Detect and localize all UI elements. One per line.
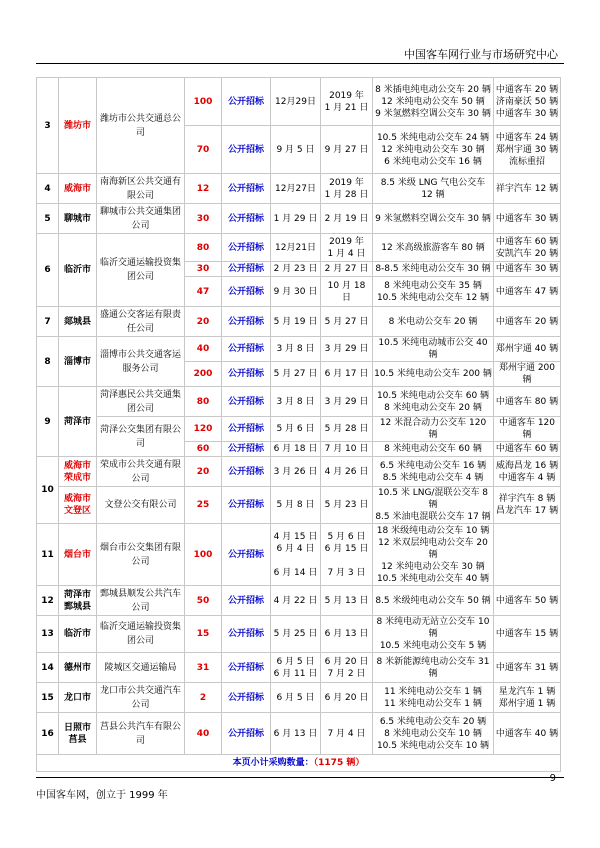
seq-number: 16	[37, 713, 59, 755]
winning-bidders: 中通客车 47 辆	[494, 277, 561, 307]
winning-bidders: 中通客车 15 辆	[494, 616, 561, 653]
award-date: 10 月 18 日	[321, 277, 373, 307]
vehicle-models: 10.5 米纯电动城市公交 40 辆	[373, 337, 494, 362]
announce-date: 3 月 8 日	[271, 387, 321, 417]
procurement-table	[36, 77, 561, 772]
vehicle-models: 6.5 米纯电动公交车 16 辆 8.5 米纯电动公交车 4 辆	[373, 457, 494, 487]
seq-number: 14	[37, 653, 59, 683]
seq-number: 8	[37, 337, 59, 387]
quantity: 80	[185, 387, 222, 417]
announce-date: 12月29日	[271, 78, 321, 126]
procurement-method: 公开招标	[222, 262, 271, 277]
procurement-method: 公开招标	[222, 586, 271, 616]
winning-bidders: 中通客车 30 辆	[494, 204, 561, 234]
announce-date: 3 月 8 日	[271, 337, 321, 362]
procurement-method: 公开招标	[222, 337, 271, 362]
announce-date: 4 月 15 日 6 月 4 日 6 月 14 日	[271, 524, 321, 586]
winning-bidders: 中通客车 50 辆	[494, 586, 561, 616]
award-date: 5 月 27 日	[321, 307, 373, 337]
quantity: 47	[185, 277, 222, 307]
announce-date: 5 月 25 日	[271, 616, 321, 653]
header-title: 中国客车网行业与市场研究中心	[404, 48, 558, 61]
procurement-method: 公开招标	[222, 442, 271, 457]
vehicle-models: 8 米新能源纯电动公交车 31 辆	[373, 653, 494, 683]
city-name: 威海市 文登区	[59, 487, 97, 524]
quantity: 2	[185, 683, 222, 713]
city-name: 日照市 莒县	[59, 713, 97, 755]
announce-date: 12月27日	[271, 174, 321, 204]
award-date: 2 月 19 日	[321, 204, 373, 234]
announce-date: 4 月 22 日	[271, 586, 321, 616]
vehicle-models: 12 米混合动力公交车 120 辆	[373, 417, 494, 442]
seq-number: 6	[37, 234, 59, 307]
buyer-name: 临沂交通运输投资集团公司	[97, 616, 185, 653]
table-row	[37, 683, 561, 713]
procurement-method: 公开招标	[222, 487, 271, 524]
seq-number: 10	[37, 457, 59, 524]
winning-bidders: 中通客车 24 辆 郑州宇通 30 辆 流标重招	[494, 126, 561, 174]
quantity: 50	[185, 586, 222, 616]
award-date: 7 月 10 日	[321, 442, 373, 457]
procurement-method: 公开招标	[222, 457, 271, 487]
winning-bidders: 威海昌龙 16 辆 中通客车 4 辆	[494, 457, 561, 487]
announce-date: 6 月 18 日	[271, 442, 321, 457]
quantity: 60	[185, 442, 222, 457]
quantity: 15	[185, 616, 222, 653]
vehicle-models: 8-8.5 米纯电动公交车 30 辆	[373, 262, 494, 277]
procurement-method: 公开招标	[222, 174, 271, 204]
buyer-name: 淄博市公共交通客运服务公司	[97, 337, 185, 387]
award-date: 6 月 20 日 7 月 2 日	[321, 653, 373, 683]
winning-bidders: 祥宇汽车 8 辆 昌龙汽车 17 辆	[494, 487, 561, 524]
award-date: 5 月 28 日	[321, 417, 373, 442]
vehicle-models: 10.5 米纯电动公交车 60 辆 8 米纯电动公交车 20 辆	[373, 387, 494, 417]
buyer-name: 南海新区公共交通有限公司	[97, 174, 185, 204]
announce-date: 5 月 6 日	[271, 417, 321, 442]
announce-date: 2 月 23 日	[271, 262, 321, 277]
vehicle-models: 9 米氢燃料空调公交车 30 辆	[373, 204, 494, 234]
procurement-method: 公开招标	[222, 234, 271, 262]
footer-text: 中国客车网，创立于 1999 年	[36, 790, 168, 801]
vehicle-models: 6.5 米纯电动公交车 20 辆 8 米纯电动公交车 10 辆 10.5 米纯电动公交车 10 辆	[373, 713, 494, 755]
quantity: 30	[185, 204, 222, 234]
announce-date: 6 月 5 日	[271, 683, 321, 713]
winning-bidders: 中通客车 120 辆	[494, 417, 561, 442]
quantity: 100	[185, 524, 222, 586]
city-name: 龙口市	[59, 683, 97, 713]
city-name: 烟台市	[59, 524, 97, 586]
city-name: 德州市	[59, 653, 97, 683]
buyer-name: 盛通公交客运有限责任公司	[97, 307, 185, 337]
quantity: 100	[185, 78, 222, 126]
table-row	[37, 487, 561, 524]
city-name: 淄博市	[59, 337, 97, 387]
award-date: 4 月 26 日	[321, 457, 373, 487]
footer-rule	[36, 777, 564, 778]
seq-number: 4	[37, 174, 59, 204]
procurement-method: 公开招标	[222, 653, 271, 683]
table-row	[37, 417, 561, 442]
total-row	[37, 755, 561, 772]
buyer-name: 烟台市公交集团有限公司	[97, 524, 185, 586]
table-row	[37, 204, 561, 234]
seq-number: 12	[37, 586, 59, 616]
table-row	[37, 586, 561, 616]
procurement-method: 公开招标	[222, 683, 271, 713]
table-row	[37, 387, 561, 417]
buyer-name: 菏泽公交集团有限公司	[97, 417, 185, 457]
buyer-name: 临沂交通运输投资集团公司	[97, 234, 185, 307]
header-rule	[36, 63, 564, 64]
vehicle-models: 10.5 米 LNG/混联公交车 8 辆 8.5 米油电混联公交车 17 辆	[373, 487, 494, 524]
winning-bidders: 郑州宇通 40 辆	[494, 337, 561, 362]
seq-number: 13	[37, 616, 59, 653]
winning-bidders: 星龙汽车 1 辆 郑州宇通 1 辆	[494, 683, 561, 713]
announce-date: 1 月 29 日	[271, 204, 321, 234]
vehicle-models: 8 米纯电动无站立公交车 10 辆 10.5 米纯电动公交车 5 辆	[373, 616, 494, 653]
quantity: 40	[185, 337, 222, 362]
subtotal-label: 本页小计采购数量：	[232, 758, 314, 768]
vehicle-models: 10.5 米纯电动公交车 24 辆 12 米纯电动公交车 30 辆 6 米纯电动公交车 16 辆	[373, 126, 494, 174]
quantity: 20	[185, 457, 222, 487]
procurement-method: 公开招标	[222, 277, 271, 307]
seq-number: 11	[37, 524, 59, 586]
seq-number: 15	[37, 683, 59, 713]
quantity: 20	[185, 307, 222, 337]
buyer-name: 莒县公共汽车有限公司	[97, 713, 185, 755]
procurement-method: 公开招标	[222, 524, 271, 586]
winning-bidders: 中通客车 31 辆	[494, 653, 561, 683]
procurement-method: 公开招标	[222, 204, 271, 234]
table-row	[37, 174, 561, 204]
procurement-method: 公开招标	[222, 387, 271, 417]
quantity: 40	[185, 713, 222, 755]
city-name: 临沂市	[59, 234, 97, 307]
procurement-method: 公开招标	[222, 307, 271, 337]
winning-bidders: 郑州宇通 200 辆	[494, 362, 561, 387]
page-number: 9	[549, 773, 556, 784]
table-row	[37, 78, 561, 126]
announce-date: 5 月 27 日	[271, 362, 321, 387]
quantity: 25	[185, 487, 222, 524]
winning-bidders: 中通客车 40 辆	[494, 713, 561, 755]
seq-number: 5	[37, 204, 59, 234]
city-name: 聊城市	[59, 204, 97, 234]
buyer-name: 鄄城县顺发公共汽车公司	[97, 586, 185, 616]
table-row	[37, 234, 561, 262]
award-date: 7 月 4 日	[321, 713, 373, 755]
announce-date: 6 月 5 日 6 月 11 日	[271, 653, 321, 683]
vehicle-models: 12 米高级旅游客车 80 辆	[373, 234, 494, 262]
vehicle-models: 8 米插电纯电动公交车 20 辆 12 米纯电动公交车 50 辆 9 米氢燃料空调公交车 30 辆	[373, 78, 494, 126]
procurement-method: 公开招标	[222, 126, 271, 174]
vehicle-models: 8 米电动公交车 20 辆	[373, 307, 494, 337]
winning-bidders: 中通客车 80 辆	[494, 387, 561, 417]
winning-bidders: 中通客车 60 辆	[494, 442, 561, 457]
buyer-name: 龙口市公共交通汽车公司	[97, 683, 185, 713]
city-name: 威海市	[59, 174, 97, 204]
city-name: 郯城县	[59, 307, 97, 337]
award-date: 6 月 13 日	[321, 616, 373, 653]
winning-bidders: 祥宇汽车 12 辆	[494, 174, 561, 204]
city-name: 威海市 荣成市	[59, 457, 97, 487]
table-row	[37, 713, 561, 755]
award-date: 2019 年 1 月 21 日	[321, 78, 373, 126]
award-date: 6 月 20 日	[321, 683, 373, 713]
city-name: 菏泽市	[59, 387, 97, 457]
seq-number: 7	[37, 307, 59, 337]
award-date: 9 月 27 日	[321, 126, 373, 174]
table-row	[37, 457, 561, 487]
procurement-method: 公开招标	[222, 713, 271, 755]
city-name: 临沂市	[59, 616, 97, 653]
winning-bidders: 中通客车 20 辆 济南豪沃 50 辆 中通客车 30 辆	[494, 78, 561, 126]
table-row	[37, 337, 561, 362]
award-date: 5 月 13 日	[321, 586, 373, 616]
announce-date: 5 月 8 日	[271, 487, 321, 524]
table-row	[37, 653, 561, 683]
city-name: 菏泽市 鄄城县	[59, 586, 97, 616]
quantity: 70	[185, 126, 222, 174]
procurement-method: 公开招标	[222, 78, 271, 126]
winning-bidders: 中通客车 60 辆 安凯汽车 20 辆	[494, 234, 561, 262]
award-date: 5 月 23 日	[321, 487, 373, 524]
award-date: 6 月 17 日	[321, 362, 373, 387]
buyer-name: 菏泽惠民公共交通集团公司	[97, 387, 185, 417]
seq-number: 9	[37, 387, 59, 457]
award-date: 2019 年 1 月 4 日	[321, 234, 373, 262]
announce-date: 6 月 13 日	[271, 713, 321, 755]
winning-bidders: 中通客车 30 辆	[494, 262, 561, 277]
announce-date: 3 月 26 日	[271, 457, 321, 487]
seq-number: 3	[37, 78, 59, 174]
city-name: 潍坊市	[59, 78, 97, 174]
vehicle-models: 18 米级纯电动公交车 10 辆 12 米双层纯电动公交车 20 辆 12 米纯电动公交车 30 辆 10.5 米纯电动公交车 40 辆	[373, 524, 494, 586]
procurement-method: 公开招标	[222, 417, 271, 442]
vehicle-models: 8 米纯电动公交车 35 辆 10.5 米纯电动公交车 12 辆	[373, 277, 494, 307]
buyer-name: 陵城区交通运输局	[97, 653, 185, 683]
quantity: 200	[185, 362, 222, 387]
announce-date: 5 月 19 日	[271, 307, 321, 337]
buyer-name: 文登公交有限公司	[97, 487, 185, 524]
winning-bidders	[494, 524, 561, 586]
award-date: 3 月 29 日	[321, 337, 373, 362]
quantity: 80	[185, 234, 222, 262]
quantity: 31	[185, 653, 222, 683]
vehicle-models: 8 米纯电动公交车 60 辆	[373, 442, 494, 457]
award-date: 2 月 27 日	[321, 262, 373, 277]
buyer-name: 聊城市公共交通集团公司	[97, 204, 185, 234]
table-row	[37, 307, 561, 337]
vehicle-models: 8.5 米级 LNG 气电公交车 12 辆	[373, 174, 494, 204]
vehicle-models: 11 米纯电动公交车 1 辆 11 米纯电动公交车 1 辆	[373, 683, 494, 713]
vehicle-models: 10.5 米纯电动公交车 200 辆	[373, 362, 494, 387]
procurement-method: 公开招标	[222, 616, 271, 653]
award-date: 2019 年 1 月 28 日	[321, 174, 373, 204]
buyer-name: 荣成市公共交通有限公司	[97, 457, 185, 487]
quantity: 120	[185, 417, 222, 442]
quantity: 12	[185, 174, 222, 204]
buyer-name: 潍坊市公共交通总公司	[97, 78, 185, 174]
award-date: 5 月 6 日 6 月 15 日 7 月 3 日	[321, 524, 373, 586]
announce-date: 12月21日	[271, 234, 321, 262]
procurement-method: 公开招标	[222, 362, 271, 387]
table-row	[37, 616, 561, 653]
announce-date: 9 月 5 日	[271, 126, 321, 174]
page-subtotal	[37, 755, 561, 772]
winning-bidders: 中通客车 20 辆	[494, 307, 561, 337]
subtotal-count: （1175 辆）	[313, 758, 365, 768]
table-row	[37, 524, 561, 586]
announce-date: 9 月 30 日	[271, 277, 321, 307]
vehicle-models: 8.5 米级纯电动公交车 50 辆	[373, 586, 494, 616]
quantity: 30	[185, 262, 222, 277]
award-date: 3 月 29 日	[321, 387, 373, 417]
